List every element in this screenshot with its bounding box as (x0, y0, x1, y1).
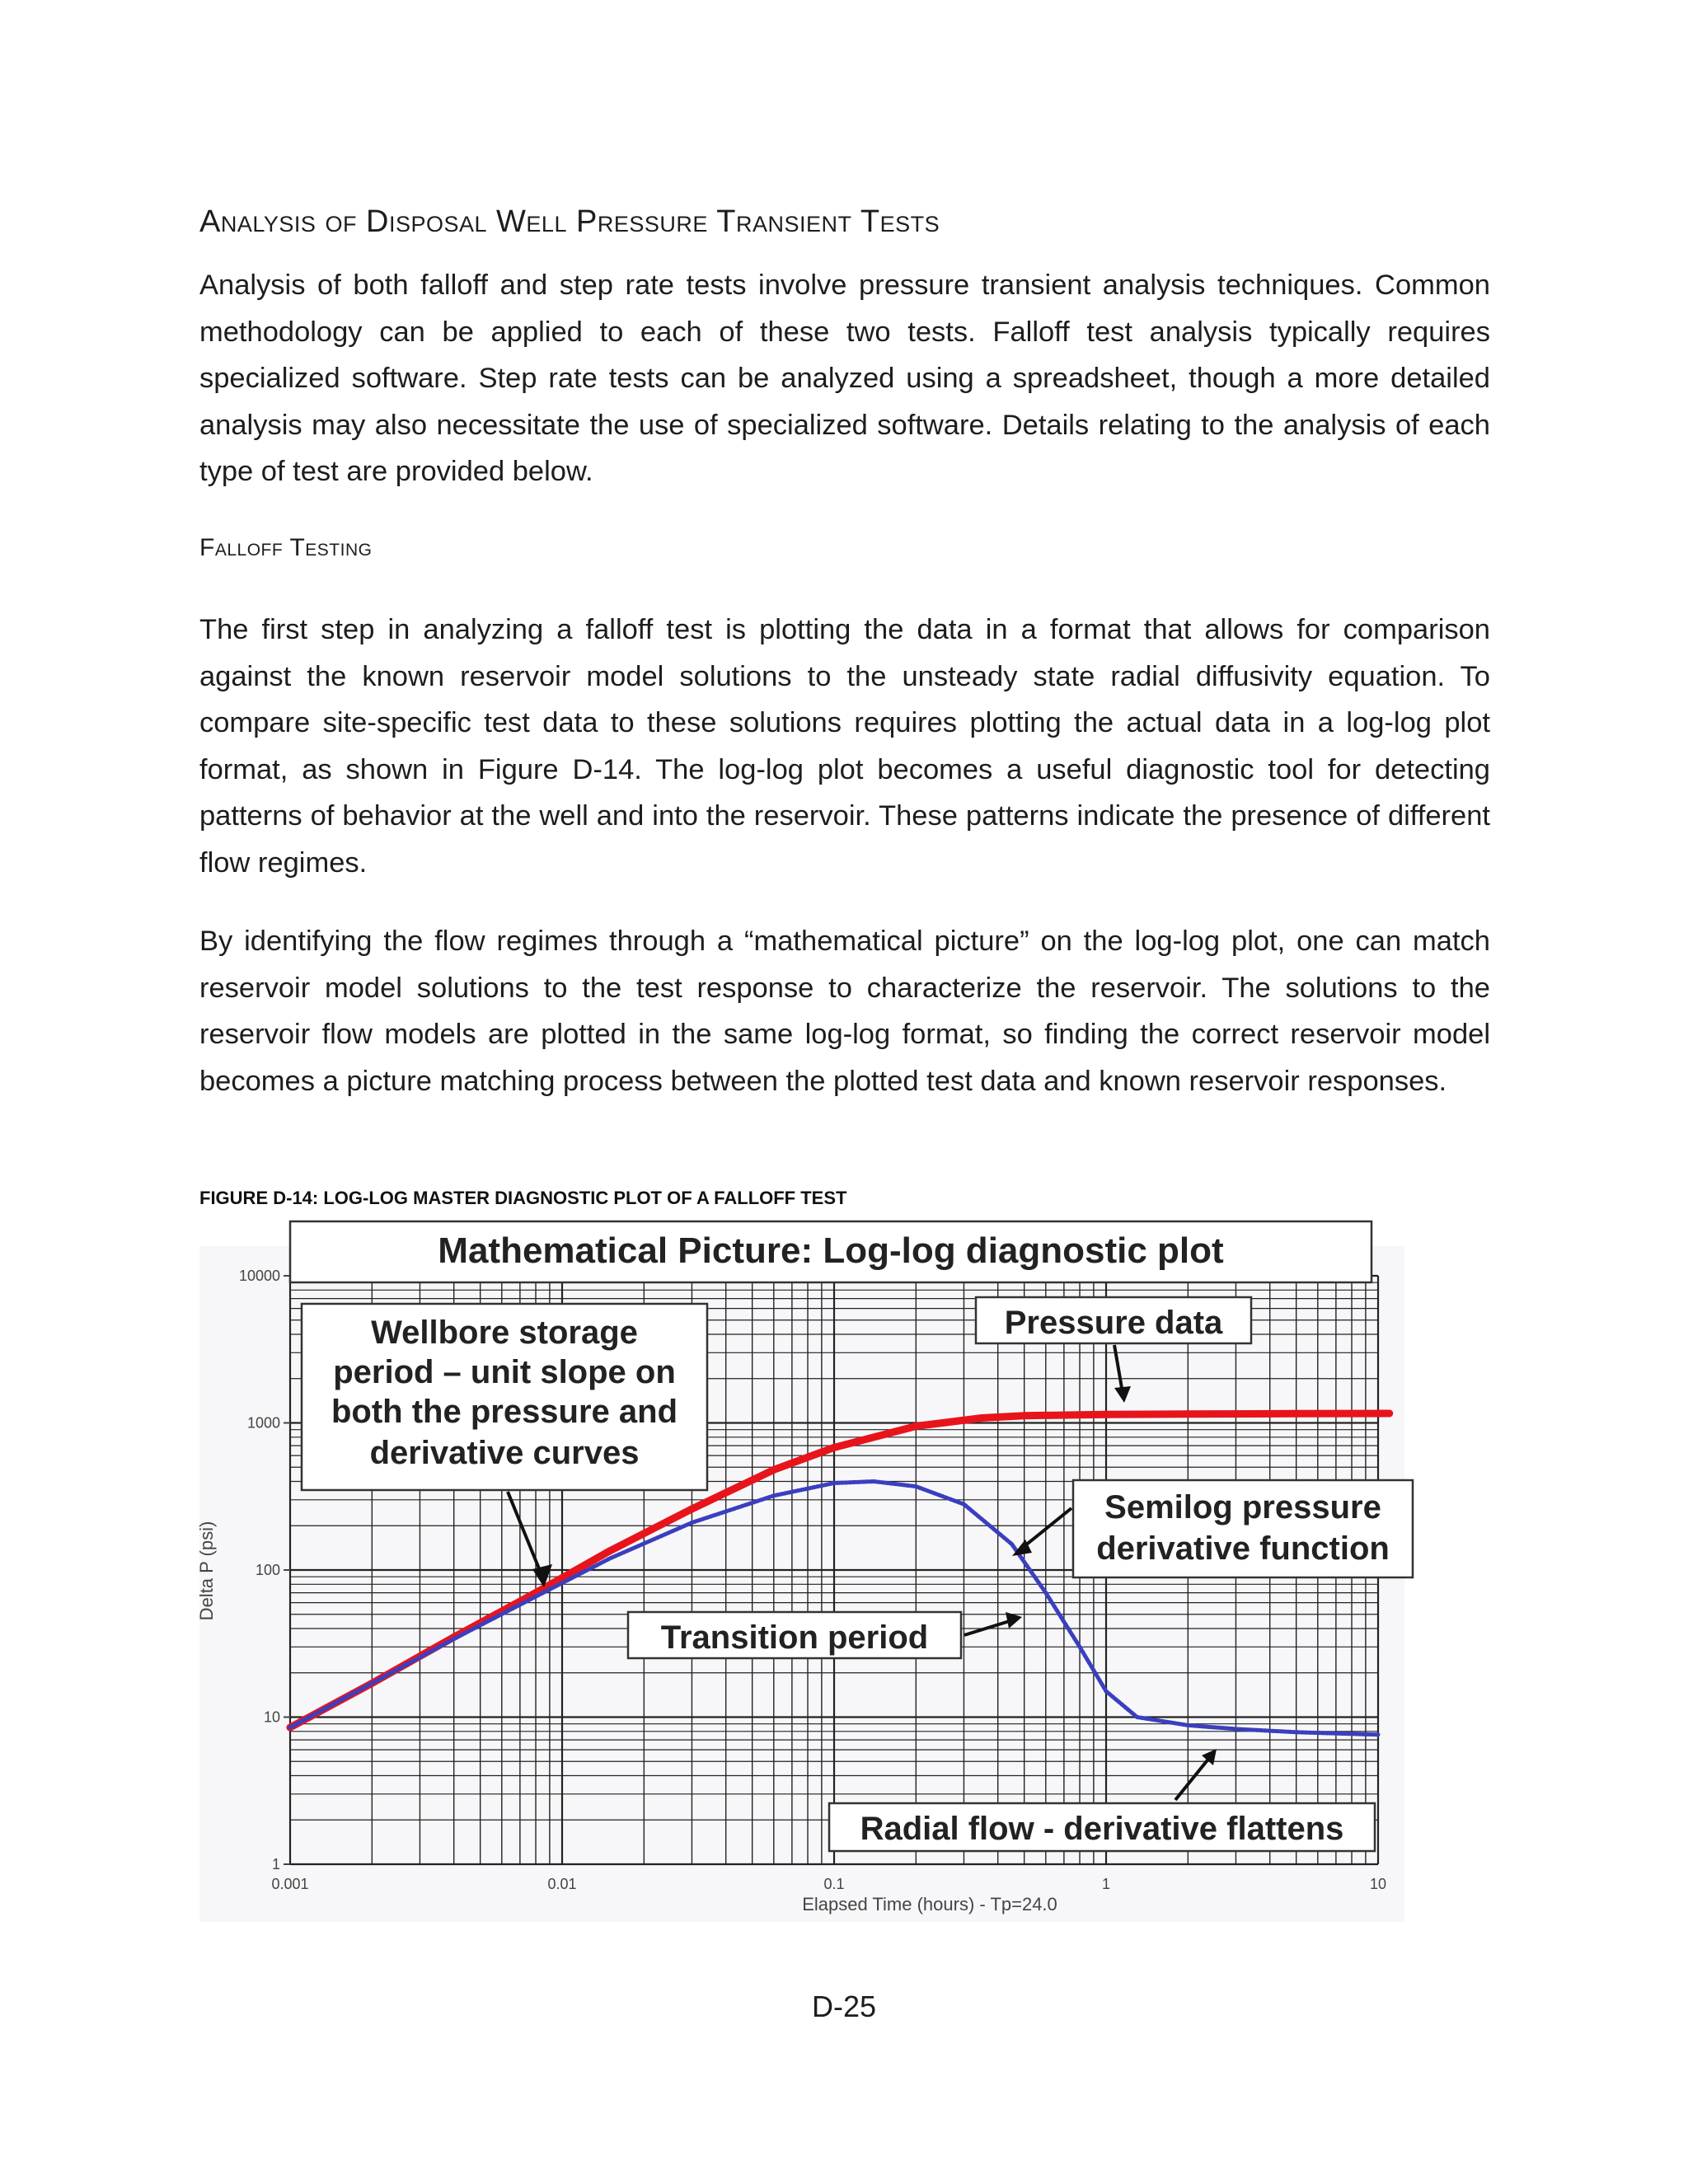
x-tick-label: 0.01 (547, 1876, 577, 1892)
series-semilog-derivative-point (872, 1479, 876, 1483)
series-semilog-derivative-point (370, 1681, 374, 1685)
series-semilog-derivative-point (288, 1726, 293, 1730)
chart-title: Mathematical Picture: Log-log diagnostic plot (438, 1230, 1224, 1271)
annotation-semilog-line-1: Semilog pressure (1104, 1489, 1381, 1526)
series-pressure-data-point (1292, 1410, 1300, 1418)
annotation-radial-flow: Radial flow - derivative flattens (860, 1811, 1344, 1847)
x-tick-label: 0.1 (823, 1876, 845, 1892)
y-tick-label: 10 (263, 1708, 280, 1726)
annotation-wellbore-line-3: both the pressure and (331, 1394, 678, 1430)
series-pressure-data-point (1184, 1410, 1192, 1418)
series-semilog-derivative-point (608, 1556, 612, 1560)
series-semilog-derivative-point (1234, 1727, 1238, 1731)
y-tick-label: 1000 (246, 1414, 280, 1432)
series-semilog-derivative-point (534, 1595, 538, 1599)
annotation-wellbore-line-4: derivative curves (369, 1435, 640, 1471)
annotation-pressure-data: Pressure data (1004, 1305, 1223, 1341)
series-semilog-derivative-point (1376, 1732, 1381, 1736)
x-axis-label: Elapsed Time (hours) - Tp=24.0 (802, 1894, 1057, 1915)
paragraph-falloff-1: The first step in analyzing a falloff test is plotting the data in a format that allows for comparison against the known reservoir model solutions to the unsteady state radial diffusivity equation. To compare site-specific test data to these solutions requires plotting the actual data in a log-log plot format, as shown in Figure D-14. The log-log plot becomes a useful diagnostic tool for detecting patterns of behavior at the well and into the reservoir. These patterns indicate the presence of different flow regimes. (199, 614, 1490, 879)
annotation-semilog-line-2: derivative function (1096, 1530, 1390, 1567)
annotation-transition: Transition period (660, 1619, 929, 1656)
y-axis-label: Delta P (psi) (196, 1521, 217, 1621)
intro-paragraph: Analysis of both falloff and step rate tests involve pressure transient analysis techniques. Common methodology can be applied to each of these two tests. Falloff test analysis typically requires specialized software. Step rate tests can be analyzed using a spreadsheet, though a more detailed analysis may also necessitate the use of specialized software. Details relating to the analysis of each type of test are provided below. (199, 269, 1490, 487)
series-semilog-derivative-point (1078, 1645, 1082, 1649)
series-pressure-data-point (607, 1547, 614, 1554)
y-tick-label: 1 (271, 1856, 280, 1872)
series-semilog-derivative-point (1010, 1542, 1014, 1546)
series-semilog-derivative-point (771, 1493, 776, 1497)
annotation-wellbore-line-2: period – unit slope on (333, 1354, 676, 1390)
series-semilog-derivative-point (1186, 1723, 1190, 1727)
x-tick-label: 10 (1369, 1876, 1387, 1892)
series-semilog-derivative-point (1104, 1690, 1109, 1694)
series-semilog-derivative-point (690, 1521, 694, 1525)
series-pressure-data-point (1103, 1411, 1110, 1418)
paragraph-falloff-2: By identifying the flow regimes through a “mathematical picture” on the log-log plot, one can match reservoir model solutions to the test response to characterize the reservoir. The solutions to the reservoir flow models are plotted in the same log-log format, so finding the correct reservoir model becomes a picture matching process between the plotted test data and known reservoir responses. (199, 926, 1490, 1097)
series-pressure-data-point (1386, 1409, 1393, 1417)
series-pressure-data-point (978, 1414, 986, 1422)
series-pressure-data-point (688, 1505, 696, 1512)
page-number: D-25 (811, 1990, 877, 2023)
series-pressure-data-point (1020, 1412, 1028, 1419)
series-pressure-data-point (912, 1422, 920, 1430)
series-semilog-derivative-point (1294, 1730, 1298, 1734)
series-semilog-derivative-point (962, 1502, 966, 1507)
section-heading: Analysis of Disposal Well Pressure Transient Tests (199, 204, 940, 239)
series-semilog-derivative-point (914, 1484, 918, 1488)
annotation-wellbore-line-1: Wellbore storage (371, 1315, 638, 1351)
figure-caption: FIGURE D-14: LOG-LOG MASTER DIAGNOSTIC PLOT OF A FALLOFF TEST (199, 1188, 847, 1208)
y-tick-label: 100 (255, 1562, 280, 1578)
series-semilog-derivative-point (1135, 1715, 1139, 1719)
x-tick-label: 0.001 (271, 1876, 309, 1892)
series-semilog-derivative-point (452, 1637, 456, 1641)
subheading-falloff-testing: Falloff Testing (199, 534, 373, 561)
series-semilog-derivative-point (832, 1481, 837, 1485)
y-tick-label: 10000 (238, 1268, 280, 1284)
series-semilog-derivative-point (1043, 1591, 1048, 1595)
x-tick-label: 1 (1101, 1876, 1111, 1892)
series-pressure-data-point (770, 1466, 777, 1474)
series-pressure-data-point (831, 1444, 838, 1451)
